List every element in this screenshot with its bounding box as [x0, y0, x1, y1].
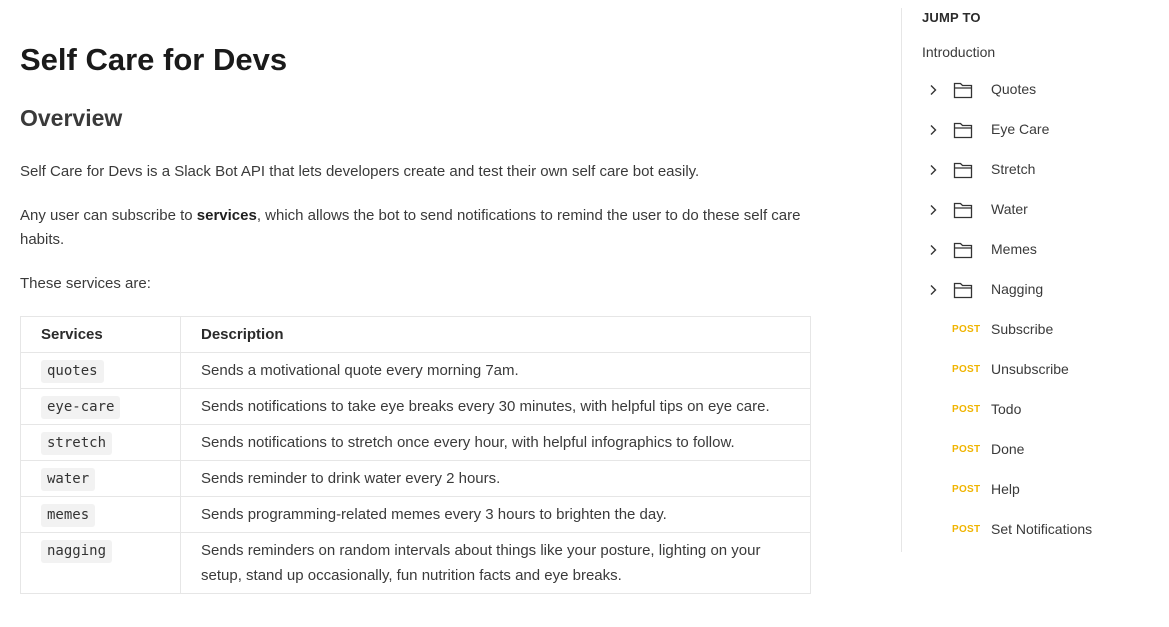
chevron-right-icon[interactable]: [927, 84, 939, 96]
column-header-description: Description: [181, 317, 811, 353]
subscribe-text-after: , which allows the bot to send notifications to remind the user to do these self care habits.: [20, 207, 801, 248]
page-title: Self Care for Devs: [20, 42, 288, 77]
folder-icon: [953, 201, 973, 219]
post-method-badge: POST: [952, 364, 981, 375]
sidebar-folder-nagging[interactable]: [922, 270, 1162, 310]
table-row: [21, 425, 811, 461]
folder-icon: [953, 241, 973, 259]
sidebar-request-subscribe[interactable]: [922, 310, 1162, 350]
sidebar-folder-label: Stretch: [991, 161, 1036, 177]
service-code: stretch: [41, 432, 112, 455]
service-cell: [21, 533, 181, 594]
jump-to-heading: JUMP TO: [922, 10, 981, 25]
sidebar-request-label: Set Notifications: [991, 521, 1093, 537]
overview-heading: Overview: [20, 105, 123, 131]
service-code: quotes: [41, 360, 104, 383]
post-method-badge: POST: [952, 524, 981, 535]
table-row: [21, 353, 811, 389]
table-row: [21, 461, 811, 497]
service-cell: [21, 461, 181, 497]
description-cell: Sends reminders on random intervals about things like your posture, lighting on your setup, stand up occasionally, fun nutrition facts and eye breaks.: [181, 533, 811, 594]
description-cell: Sends a motivational quote every morning 7am.: [181, 353, 811, 389]
description-cell: Sends reminder to drink water every 2 hours.: [181, 461, 811, 497]
table-header-row: [21, 317, 811, 353]
post-method-badge: POST: [952, 324, 981, 335]
service-cell: [21, 497, 181, 533]
sidebar-folder-water[interactable]: [922, 190, 1162, 230]
subscribe-paragraph: [20, 204, 810, 252]
jump-to-sidebar: [901, 8, 1169, 552]
folder-icon: [953, 81, 973, 99]
chevron-right-icon[interactable]: [927, 124, 939, 136]
sidebar-folder-label: Water: [991, 201, 1028, 217]
service-code: water: [41, 468, 95, 491]
chevron-right-icon[interactable]: [927, 244, 939, 256]
service-cell: [21, 425, 181, 461]
services-intro: These services are:: [20, 275, 151, 292]
sidebar-folder-label: Quotes: [991, 81, 1037, 97]
sidebar-request-done[interactable]: [922, 430, 1162, 470]
post-method-badge: POST: [952, 484, 981, 495]
sidebar-folder-stretch[interactable]: [922, 150, 1162, 190]
sidebar-request-label: Help: [991, 481, 1020, 497]
sidebar-item-introduction[interactable]: Introduction: [922, 44, 996, 60]
sidebar-folder-label: Eye Care: [991, 121, 1050, 137]
subscribe-text-before: Any user can subscribe to: [20, 207, 197, 224]
sidebar-folder-label: Memes: [991, 241, 1037, 257]
service-cell: [21, 389, 181, 425]
chevron-right-icon[interactable]: [927, 164, 939, 176]
sidebar-request-label: Done: [991, 441, 1025, 457]
column-header-services: Services: [21, 317, 181, 353]
sidebar-request-label: Subscribe: [991, 321, 1054, 337]
folder-icon: [953, 281, 973, 299]
table-row: [21, 389, 811, 425]
services-bold-text: services: [196, 207, 257, 224]
table-row: [21, 497, 811, 533]
sidebar-request-set-notifications[interactable]: [922, 510, 1162, 550]
description-cell: Sends programming-related memes every 3 hours to brighten the day.: [181, 497, 811, 533]
sidebar-request-todo[interactable]: [922, 390, 1162, 430]
sidebar-nav-list: [922, 70, 1162, 550]
description-cell: Sends notifications to stretch once every hour, with helpful infographics to follow.: [181, 425, 811, 461]
sidebar-folder-label: Nagging: [991, 281, 1044, 297]
sidebar-folder-quotes[interactable]: [922, 70, 1162, 110]
sidebar-folder-memes[interactable]: [922, 230, 1162, 270]
sidebar-request-label: Unsubscribe: [991, 361, 1069, 377]
description-cell: Sends notifications to take eye breaks every 30 minutes, with helpful tips on eye care.: [181, 389, 811, 425]
intro-paragraph: Self Care for Devs is a Slack Bot API that lets developers create and test their own self care bot easily.: [20, 163, 700, 180]
chevron-right-icon[interactable]: [927, 204, 939, 216]
service-code: memes: [41, 504, 95, 527]
service-code: nagging: [41, 540, 112, 563]
service-cell: [21, 353, 181, 389]
service-code: eye-care: [41, 396, 120, 419]
folder-icon: [953, 161, 973, 179]
post-method-badge: POST: [952, 404, 981, 415]
post-method-badge: POST: [952, 444, 981, 455]
chevron-right-icon[interactable]: [927, 284, 939, 296]
sidebar-request-label: Todo: [991, 401, 1022, 417]
services-table: [20, 316, 811, 594]
sidebar-request-help[interactable]: [922, 470, 1162, 510]
table-row: [21, 533, 811, 594]
folder-icon: [953, 121, 973, 139]
sidebar-folder-eye-care[interactable]: [922, 110, 1162, 150]
sidebar-request-unsubscribe[interactable]: [922, 350, 1162, 390]
